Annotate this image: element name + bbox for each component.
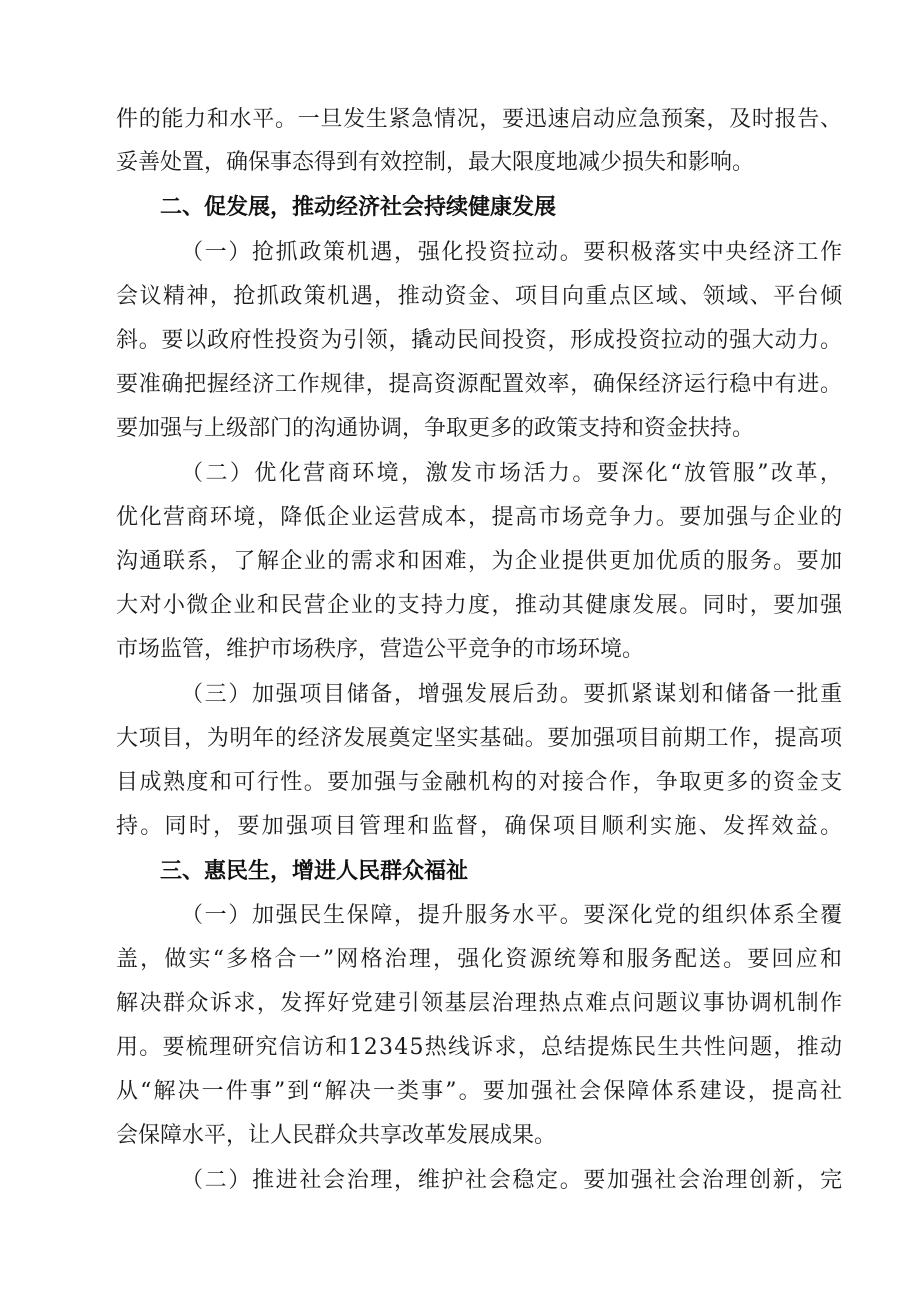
text-line: [0, 584, 920, 628]
line-text: 解决群众诉求，发挥好党建引领基层治理热点难点问题议事协调机制作: [116, 991, 844, 1016]
text-line: [0, 805, 920, 849]
line-text: 会保障水平，让人民群众共享改革发展成果。: [116, 1123, 557, 1148]
line-text: 盖，做实“多格合一”网格治理，强化资源统筹和服务配送。要回应和: [116, 947, 845, 972]
text-line: [0, 540, 920, 584]
line-text: 要准确把握经济工作规律，提高资源配置效率，确保经济运行稳中有进。: [116, 372, 843, 397]
text-line: [0, 275, 920, 319]
text-line: [0, 717, 920, 761]
line-text: （一）抢抓政策机遇，强化投资拉动。要积极落实中央经济工作: [181, 240, 844, 265]
text-line: [0, 628, 920, 672]
text-line: [0, 982, 920, 1026]
line-text: 大对小微企业和民营企业的支持力度，推动其健康发展。同时，要加强: [116, 593, 844, 618]
line-text: 会议精神，抢抓政策机遇，推动资金、项目向重点区域、领域、平台倾: [116, 284, 844, 309]
text-line: [0, 98, 920, 142]
line-text: 要加强与上级部门的沟通协调，争取更多的政策支持和资金扶持。: [116, 416, 755, 441]
text-line: [0, 761, 920, 805]
line-text: 妥善处置，确保事态得到有效控制，最大限度地减少损失和影响。: [116, 150, 755, 175]
line-text: （二）优化营商环境，激发市场活力。要深化“放管服”改革，: [181, 461, 845, 486]
line-text: （一）加强民生保障，提升服务水平。要深化党的组织体系全覆: [181, 903, 844, 928]
text-line: [0, 141, 920, 185]
line-text: 市场监管，维护市场秩序，营造公平竞争的市场环境。: [116, 637, 645, 662]
text-line: [0, 363, 920, 407]
line-text: （三）加强项目储备，增强发展后劲。要抓紧谋划和储备一批重: [181, 682, 844, 707]
text-line: [0, 496, 920, 540]
line-text: 优化营商环境，降低企业运营成本，提高市场竞争力。要加强与企业的: [116, 505, 844, 530]
line-text: 目成熟度和可行性。要加强与金融机构的对接合作，争取更多的资金支: [116, 770, 844, 795]
line-text: 沟通联系，了解企业的需求和困难，为企业提供更加优质的服务。要加: [116, 549, 844, 574]
line-text: 斜。要以政府性投资为引领，撬动民间投资，形成投资拉动的强大动力。: [116, 328, 843, 353]
section-heading: [0, 186, 920, 230]
text-line: [0, 1070, 920, 1114]
text-line: [0, 452, 920, 496]
text-line: [0, 1026, 920, 1070]
section-heading: [0, 850, 920, 894]
line-text: 持。同时，要加强项目管理和监督，确保项目顺利实施、发挥效益。: [116, 814, 845, 839]
text-line: [0, 231, 920, 275]
line-text: 大项目，为明年的经济发展奠定坚实基础。要加强项目前期工作，提高项: [116, 726, 843, 751]
line-text: （二）推进社会治理，维护社会稳定。要加强社会治理创新，完: [181, 1168, 844, 1193]
text-line: [0, 319, 920, 363]
text-line: [0, 673, 920, 717]
heading-text: 二、促发展，推动经济社会持续健康发展: [160, 195, 557, 220]
line-text: 用。要梳理研究信访和12345热线诉求，总结提炼民生共性问题，推动: [116, 1035, 844, 1060]
text-line: [0, 894, 920, 938]
line-text: 从“解决一件事”到“解决一类事”。要加强社会保障体系建设，提高社: [116, 1079, 845, 1104]
text-line: [0, 1114, 920, 1158]
line-text: 件的能力和水平。一旦发生紧急情况，要迅速启动应急预案，及时报告、: [116, 107, 843, 132]
text-line: [0, 1159, 920, 1203]
text-line: [0, 938, 920, 982]
text-line: [0, 407, 920, 451]
heading-text: 三、惠民生，增进人民群众福祉: [160, 859, 469, 884]
